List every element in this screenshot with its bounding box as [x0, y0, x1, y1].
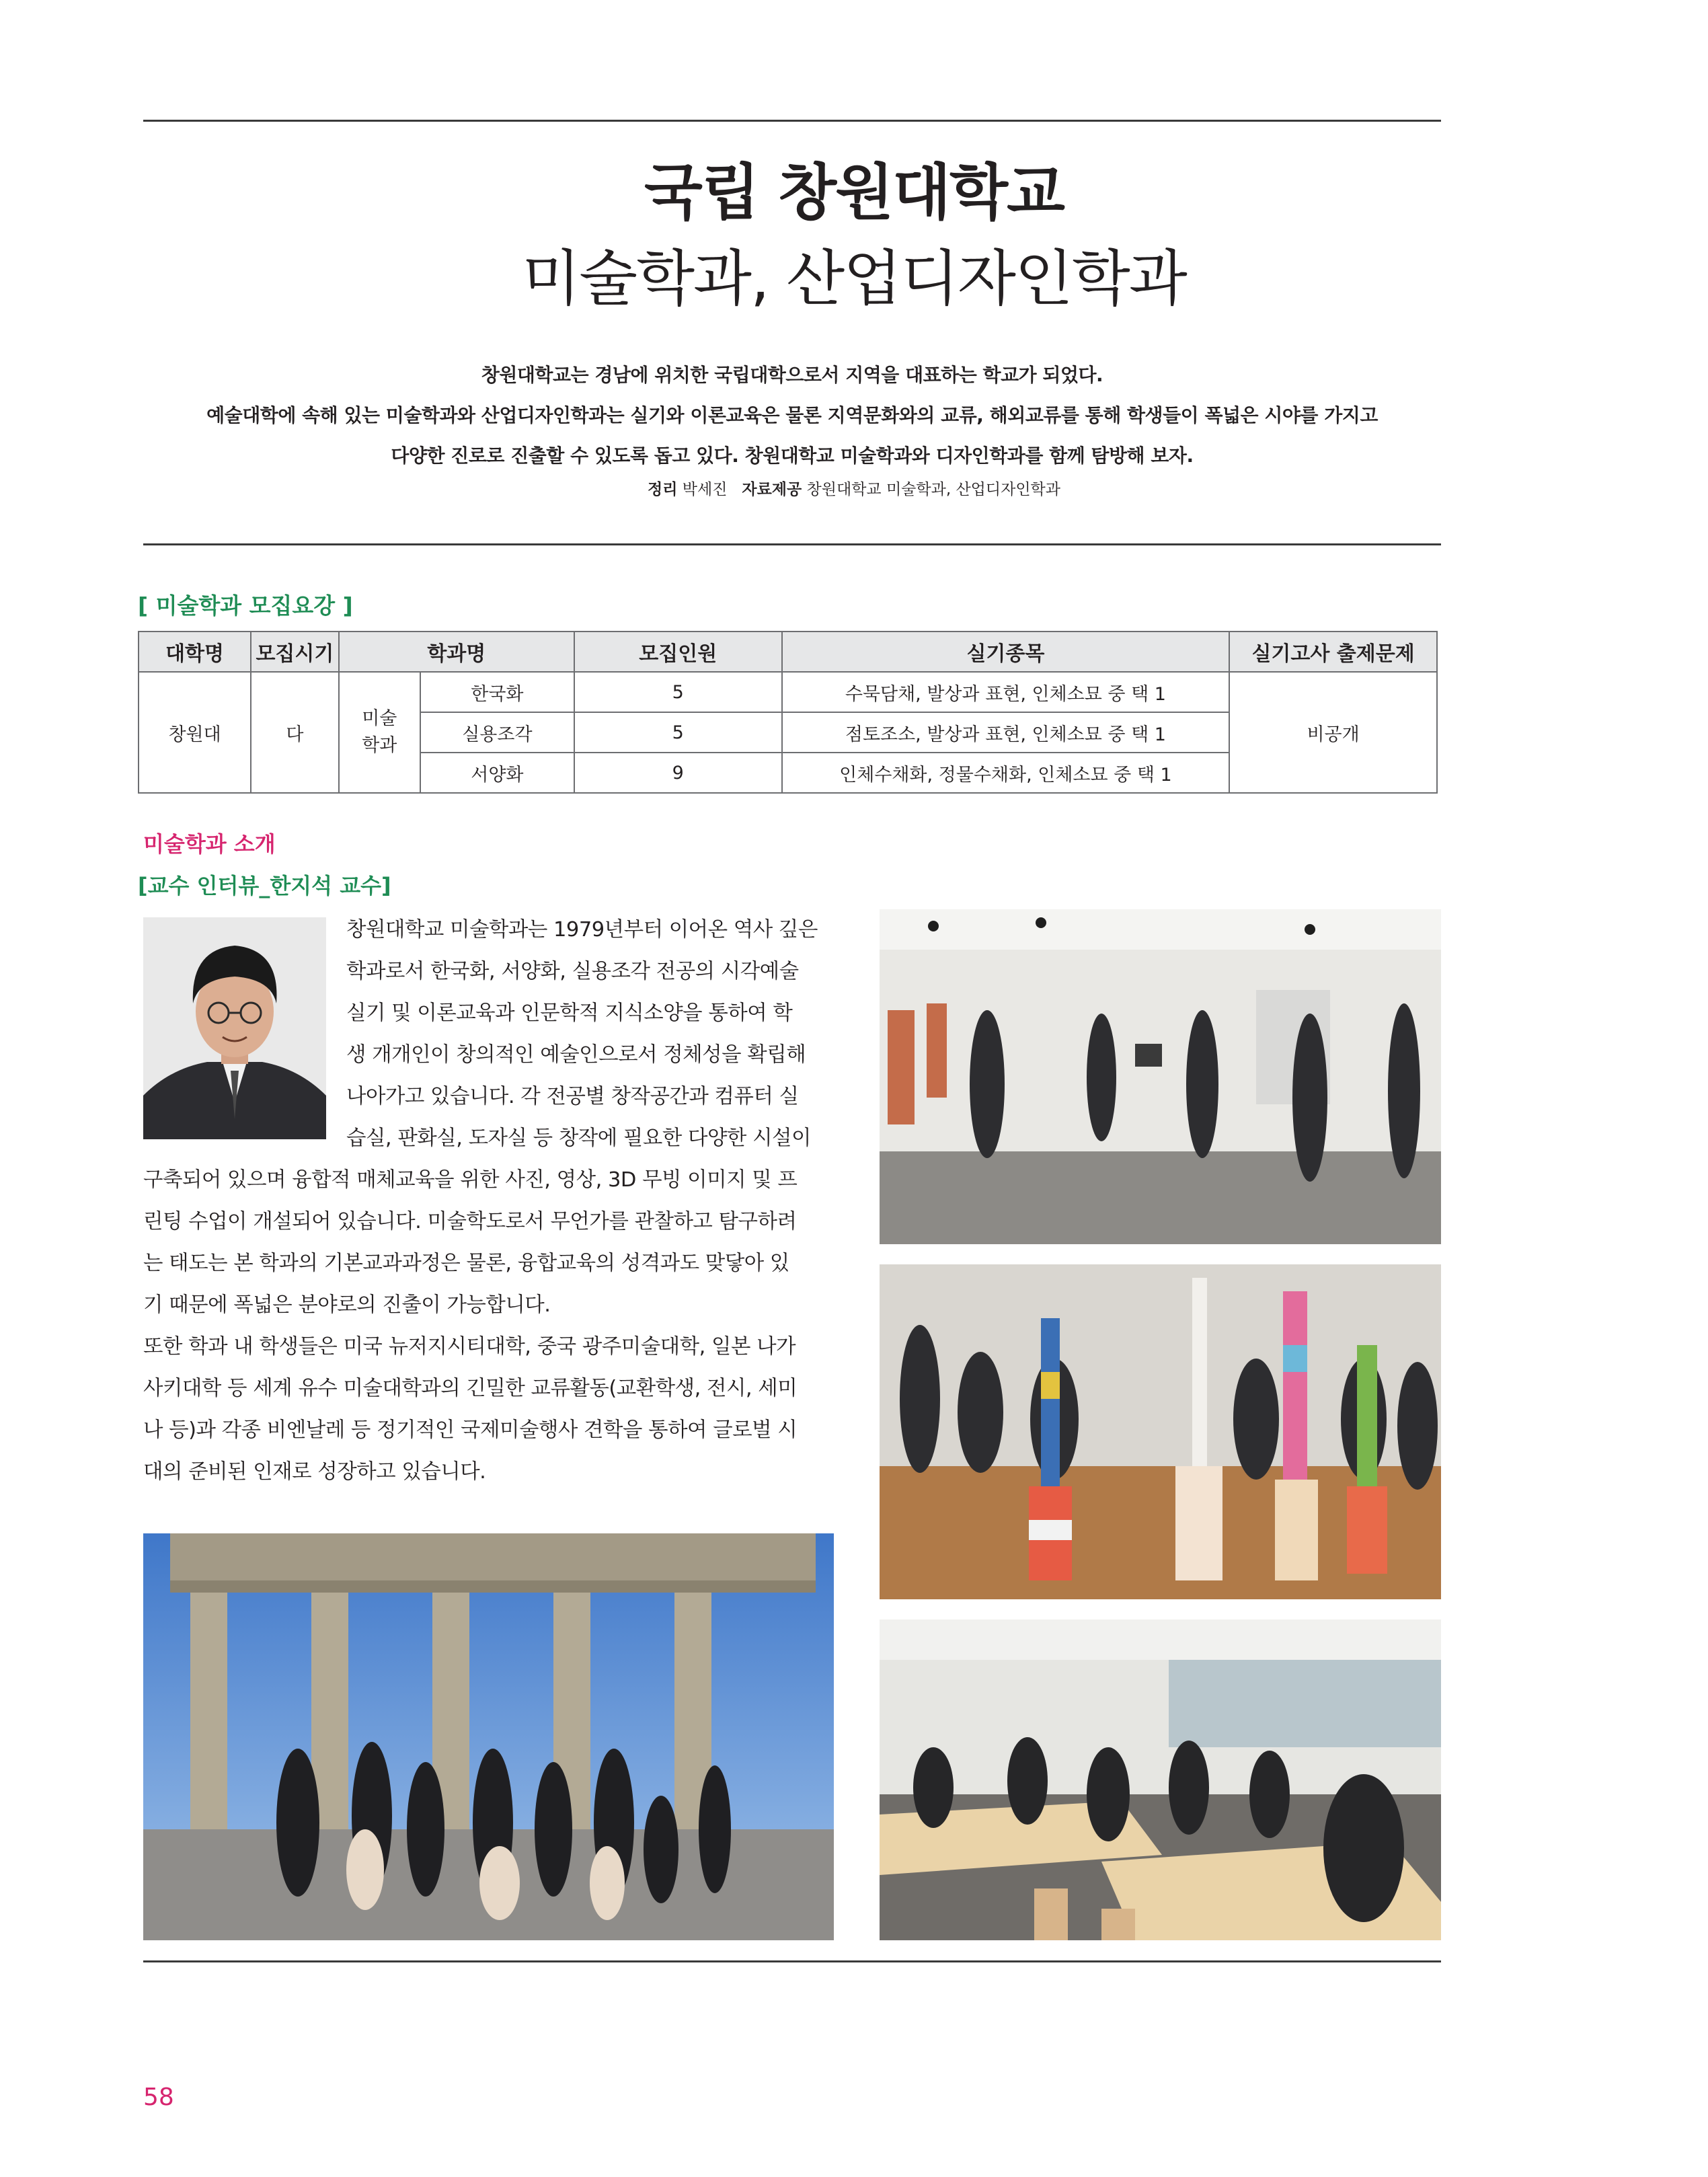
cell-major: 서양화: [420, 753, 574, 793]
cell-department: [339, 672, 420, 793]
cell-practical: 수묵담채, 발상과 표현, 인체소묘 중 택 1: [782, 672, 1230, 712]
lede-line: 창원대학교는 경남에 위치한 국립대학으로서 지역을 대표하는 학교가 되었다.: [481, 364, 1103, 386]
gallery-exhibition-photo: [880, 909, 1441, 1244]
lede-paragraph: [143, 355, 1441, 476]
cell-count: 5: [574, 672, 782, 712]
col-header: 실기고사 출제문제: [1229, 632, 1437, 672]
cell-exam-question: 비공개: [1229, 672, 1437, 793]
table-row: [139, 672, 1437, 712]
header-bottom-rule: [143, 543, 1441, 545]
classroom-photo: [880, 1619, 1441, 1940]
col-header: 학과명: [339, 632, 574, 672]
recruitment-table: [138, 631, 1438, 794]
cell-period: 다: [251, 672, 339, 793]
cell-university: 창원대: [139, 672, 251, 793]
intro-line: 구축되어 있으며 융합적 매체교육을 위한 사진, 영상, 3D 무빙 이미지 및 프: [143, 1168, 798, 1192]
col-header: 대학명: [139, 632, 251, 672]
col-header: 모집인원: [574, 632, 782, 672]
bottom-rule: [143, 1960, 1441, 1962]
lede-line: 예술대학에 속해 있는 미술학과와 산업디자인학과는 실기와 이론교육은 물론 지역문화와의 교류, 해외교류를 통해 학생들이 폭넓은 시야를 가지고: [206, 404, 1378, 426]
credit-label-source: 자료제공: [742, 481, 802, 498]
intro-paragraph-wrapped: [346, 909, 834, 1159]
professor-portrait: [143, 917, 326, 1139]
cell-count: 9: [574, 753, 782, 793]
table-header-row: [139, 632, 1437, 672]
credit-label-editor: 정리: [648, 481, 678, 498]
cell-count: 5: [574, 712, 782, 753]
intro-paragraph-full: [143, 1159, 834, 1493]
cell-practical: 인체수채화, 정물수채화, 인체소묘 중 택 1: [782, 753, 1230, 793]
recruitment-heading: [ 미술학과 모집요강 ]: [138, 593, 353, 619]
intro-line: 나 등)과 각종 비엔날레 등 정기적인 국제미술행사 견학을 통하여 글로벌 시: [143, 1418, 798, 1442]
credit-source: 창원대학교 미술학과, 산업디자인학과: [806, 481, 1060, 498]
intro-line: 는 태도는 본 학과의 기본교과과정은 물론, 융합교육의 성격과도 맞닿아 있: [143, 1252, 789, 1275]
dept-line: 학과: [362, 735, 397, 756]
credit-editor: 박세진: [682, 481, 728, 498]
dept-line: 미술: [362, 708, 397, 729]
intro-line: 학과로서 한국화, 서양화, 실용조각 전공의 시각예술: [346, 960, 799, 983]
intro-line: 또한 학과 내 학생들은 미국 뉴저지시티대학, 중국 광주미술대학, 일본 나가: [143, 1335, 796, 1359]
cell-practical: 점토조소, 발상과 표현, 인체소묘 중 택 1: [782, 712, 1230, 753]
top-rule: [143, 120, 1441, 122]
interview-label: [교수 인터뷰_한지석 교수]: [138, 873, 391, 899]
intro-line: 생 개개인이 창의적인 예술인으로서 정체성을 확립해: [346, 1043, 806, 1067]
col-header: 실기종목: [782, 632, 1230, 672]
intro-line: 기 때문에 폭넓은 분야로의 진출이 가능합니다.: [143, 1293, 551, 1317]
intro-line: 나아가고 있습니다. 각 전공별 창작공간과 컴퓨터 실: [346, 1085, 799, 1108]
group-travel-photo: [143, 1533, 834, 1940]
intro-line: 창원대학교 미술학과는 1979년부터 이어온 역사 깊은: [346, 918, 818, 942]
intro-line: 실기 및 이론교육과 인문학적 지식소양을 통하여 학: [346, 1001, 793, 1025]
intro-line: 대의 준비된 인재로 성장하고 있습니다.: [143, 1460, 486, 1484]
page-subtitle: 미술학과, 산업디자인학과: [522, 243, 1186, 314]
credit-line: [0, 476, 1708, 503]
lede-line: 다양한 진로로 진출할 수 있도록 돕고 있다. 창원대학교 미술학과와 디자인학과를 함께 탐방해 보자.: [391, 445, 1194, 467]
cell-major: 한국화: [420, 672, 574, 712]
cell-major: 실용조각: [420, 712, 574, 753]
intro-section-label: 미술학과 소개: [143, 831, 276, 857]
sculpture-exhibition-photo: [880, 1264, 1441, 1599]
page-number: 58: [143, 2084, 174, 2111]
intro-line: 습실, 판화실, 도자실 등 창작에 필요한 다양한 시설이: [346, 1126, 811, 1150]
page-title: 국립 창원대학교: [644, 157, 1064, 228]
col-header: 모집시기: [251, 632, 339, 672]
intro-line: 사키대학 등 세계 유수 미술대학과의 긴밀한 교류활동(교환학생, 전시, 세미: [143, 1377, 798, 1400]
intro-line: 린팅 수업이 개설되어 있습니다. 미술학도로서 무언가를 관찰하고 탐구하려: [143, 1210, 797, 1233]
